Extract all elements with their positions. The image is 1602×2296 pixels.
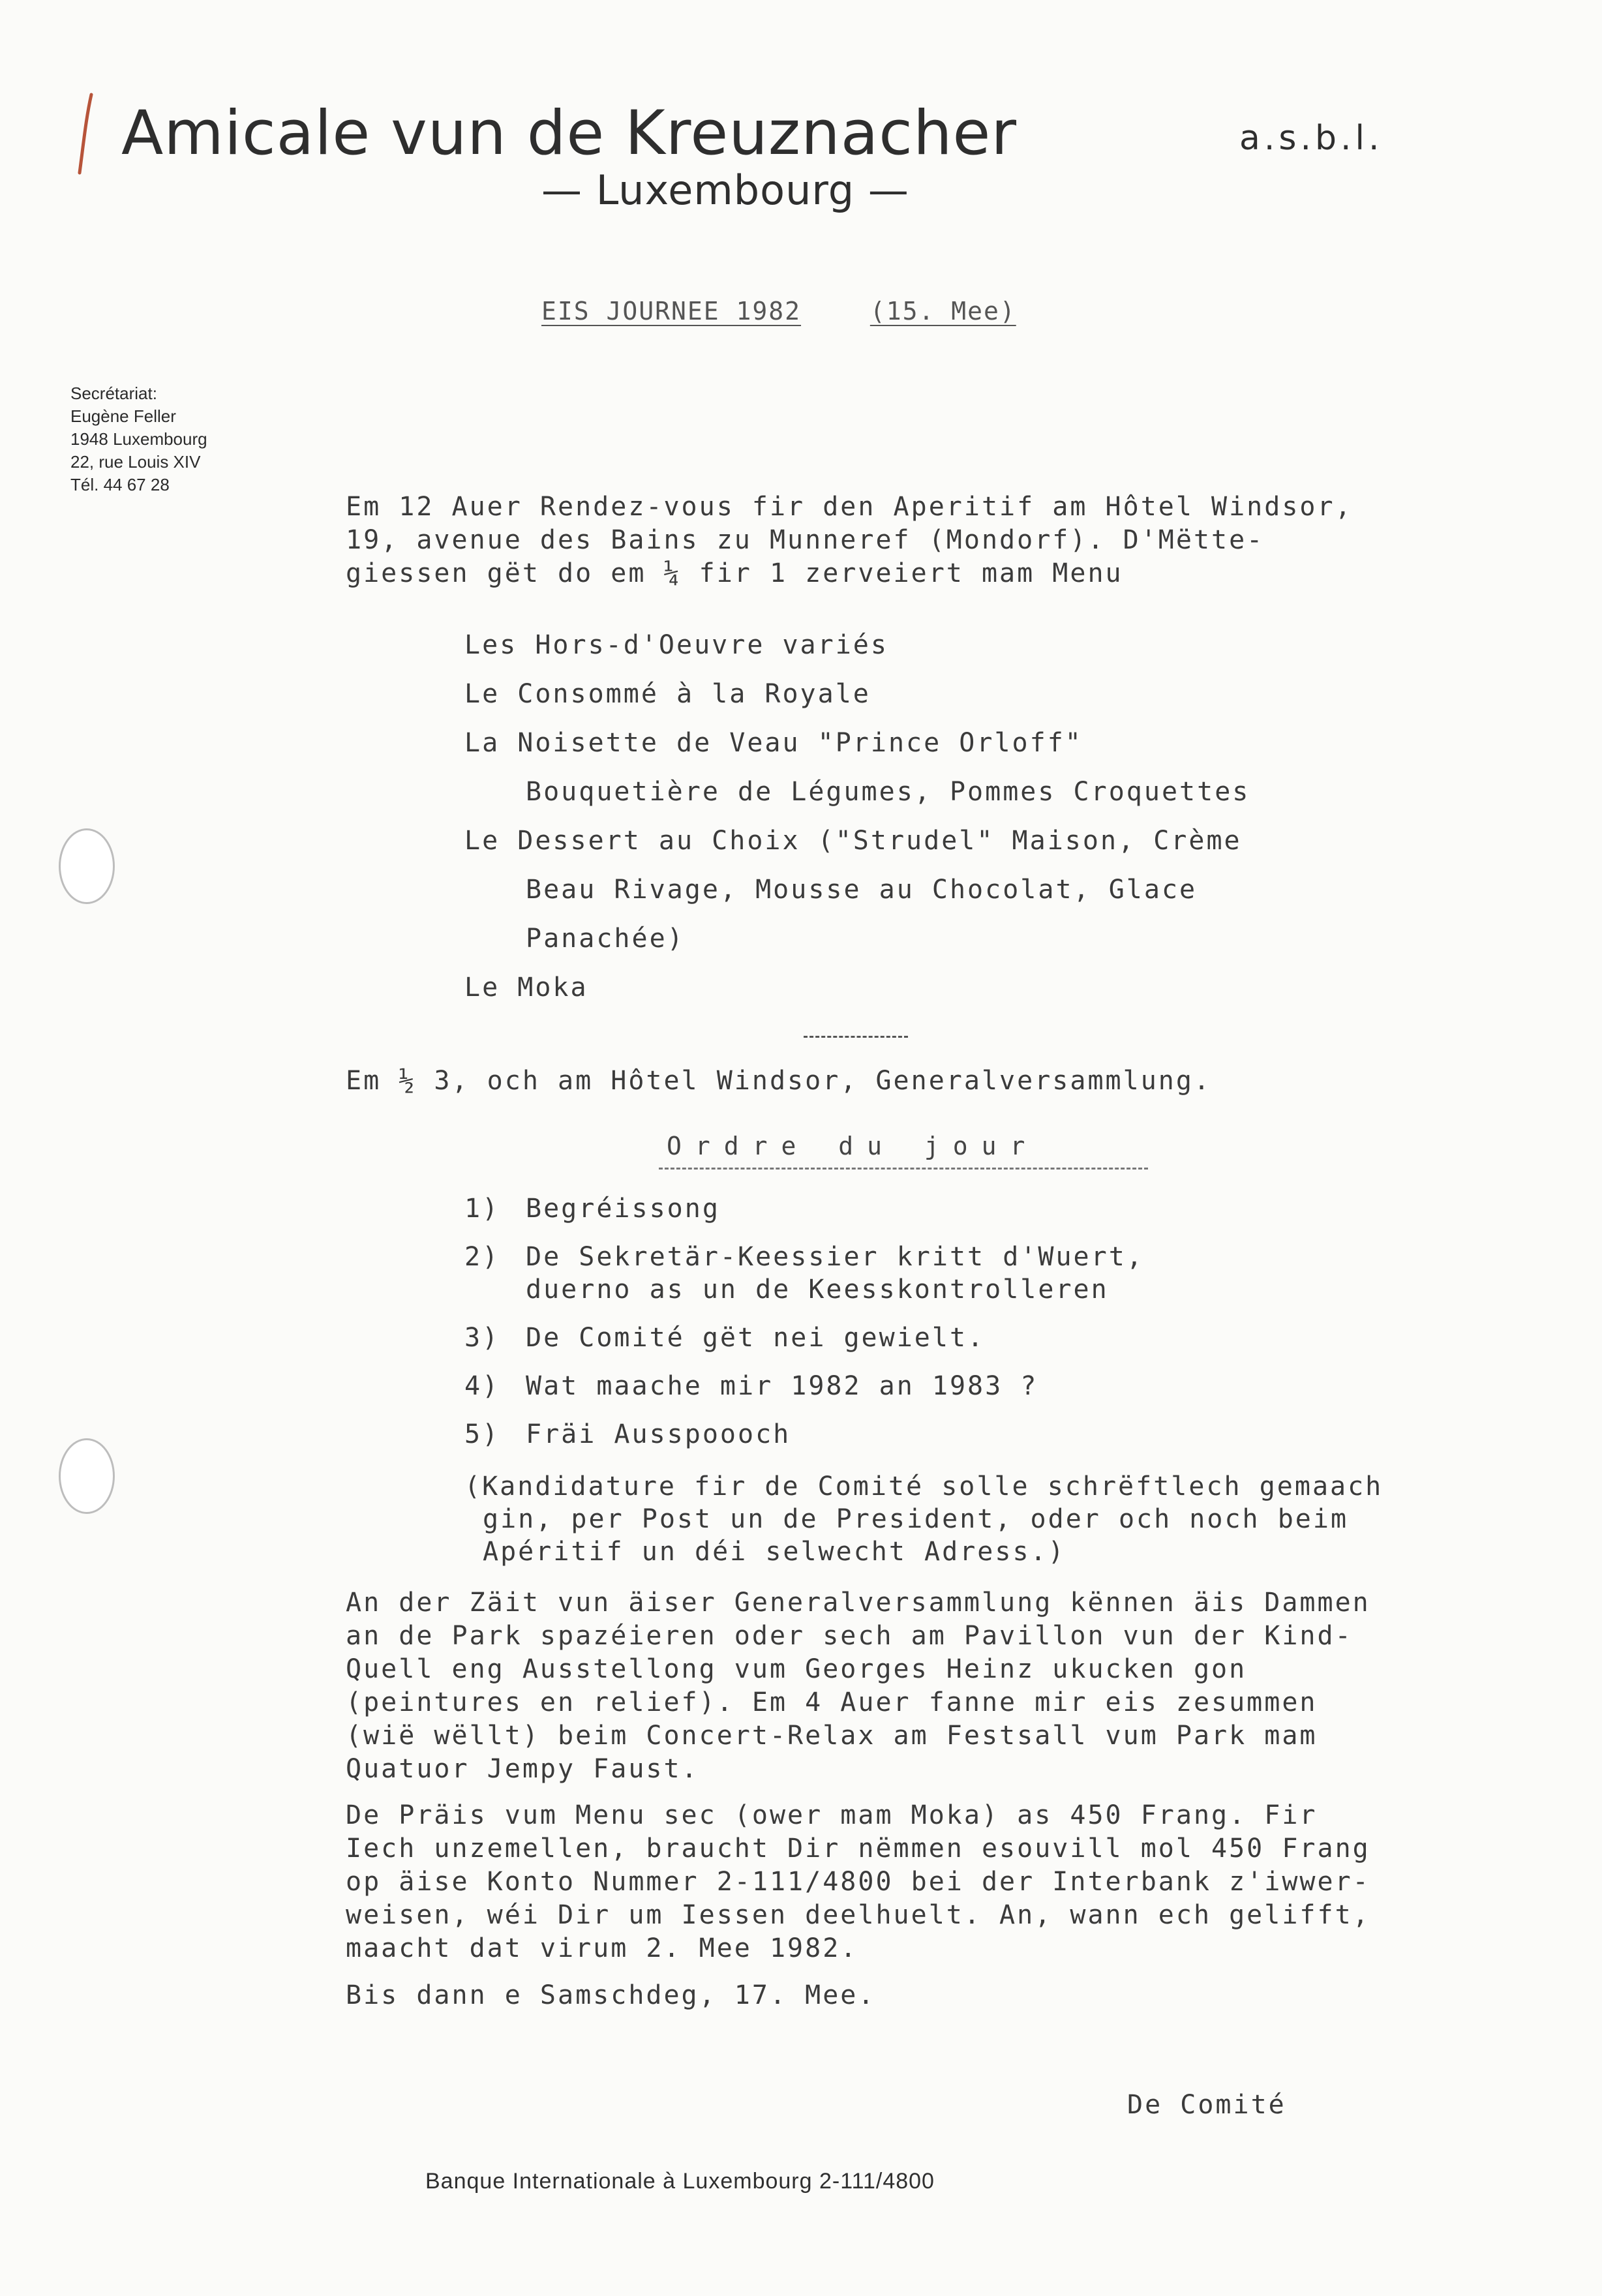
agenda-text: De Sekretär-Keessier kritt d'Wuert, bbox=[526, 1242, 1144, 1272]
letterhead-subtitle: — Luxembourg — bbox=[541, 166, 909, 214]
agenda-title: Ordre du jour bbox=[667, 1132, 1039, 1160]
agenda-item bbox=[464, 1370, 1144, 1402]
intro-paragraph bbox=[346, 491, 1353, 590]
secretariat-street: 22, rue Louis XIV bbox=[70, 452, 201, 472]
agenda-text-continued: duerno as un de Keesskontrolleren bbox=[526, 1275, 1109, 1305]
menu-item: La Noisette de Veau "Prince Orloff" bbox=[464, 728, 1083, 758]
menu-item: Le Moka bbox=[464, 973, 588, 1003]
agenda-text: Fräi Ausspoooch bbox=[526, 1419, 791, 1449]
agenda-number: 4) bbox=[464, 1371, 500, 1401]
intro-line: Em 12 Auer Rendez-vous fir den Aperitif am Hôtel Windsor, bbox=[346, 492, 1353, 522]
menu-item: Beau Rivage, Mousse au Chocolat, Glace bbox=[526, 875, 1198, 905]
menu-item: Les Hors-d'Oeuvre variés bbox=[464, 630, 888, 660]
menu-item: Bouquetière de Légumes, Pommes Croquettes bbox=[526, 777, 1250, 807]
menu-item: Le Dessert au Choix ("Strudel" Maison, Crème bbox=[464, 826, 1242, 856]
agenda-title-underline bbox=[659, 1168, 1148, 1170]
section-separator bbox=[804, 1036, 908, 1038]
assembly-line: Em ½ 3, och am Hôtel Windsor, Generalversammlung. bbox=[346, 1066, 1212, 1096]
price-paragraph bbox=[346, 1799, 1370, 1965]
menu-list bbox=[464, 621, 1250, 1012]
pen-stroke-mark bbox=[72, 91, 98, 176]
paragraph-line: An der Zäit vun äiser Generalversammlung kënnen äis Dammen bbox=[346, 1588, 1370, 1618]
agenda-item bbox=[464, 1241, 1144, 1306]
footer-bank-line: Banque Internationale à Luxembourg 2-111/4800 bbox=[425, 2169, 935, 2194]
intro-line: giessen gët do em ¼ fir 1 zerveiert mam Menu bbox=[346, 558, 1123, 588]
heading-event: EIS JOURNEE 1982 bbox=[541, 297, 802, 325]
secretariat-phone: Tél. 44 67 28 bbox=[70, 475, 170, 494]
letterhead-title: Amicale vun de Kreuznacher bbox=[121, 98, 1018, 169]
agenda-number: 1) bbox=[464, 1194, 500, 1224]
agenda-item bbox=[464, 1322, 1144, 1354]
paragraph-line: (wië wëllt) beim Concert-Relax am Festsall vum Park mam bbox=[346, 1721, 1318, 1751]
paragraph-line: Quell eng Ausstellong vum Georges Heinz ukucken gon bbox=[346, 1654, 1247, 1684]
agenda-note-line: Apéritif un déi selwecht Adress.) bbox=[483, 1537, 1066, 1567]
paragraph-line: maacht dat virum 2. Mee 1982. bbox=[346, 1933, 858, 1963]
letterhead-legal-form: a.s.b.l. bbox=[1239, 119, 1383, 158]
agenda-text: De Comité gët nei gewielt. bbox=[526, 1323, 986, 1353]
agenda-number: 3) bbox=[464, 1323, 500, 1353]
intro-line: 19, avenue des Bains zu Munneref (Mondorf). D'Mëtte- bbox=[346, 525, 1265, 555]
agenda-note bbox=[464, 1470, 1383, 1568]
afternoon-paragraph bbox=[346, 1586, 1370, 1786]
agenda-text: Begréissong bbox=[526, 1194, 720, 1224]
menu-item: Le Consommé à la Royale bbox=[464, 679, 871, 709]
closing-line: Bis dann e Samschdeg, 17. Mee. bbox=[346, 1980, 876, 2010]
heading-date: (15. Mee) bbox=[869, 297, 1016, 325]
letter-heading bbox=[541, 297, 1016, 325]
paragraph-line: op äise Konto Nummer 2-111/4800 bei der Interbank z'iwwer- bbox=[346, 1867, 1370, 1897]
agenda-number: 2) bbox=[464, 1242, 500, 1272]
paragraph-line: (peintures en relief). Em 4 Auer fanne mir eis zesummen bbox=[346, 1687, 1318, 1717]
secretariat-label: Secrétariat: bbox=[70, 384, 157, 403]
menu-item: Panachée) bbox=[526, 924, 685, 954]
paragraph-line: Iech unzemellen, braucht Dir nëmmen esouvill mol 450 Frang bbox=[346, 1834, 1370, 1864]
agenda-note-line: (Kandidature fir de Comité solle schrëftlech gemaach bbox=[464, 1472, 1383, 1502]
paragraph-line: weisen, wéi Dir um Iessen deelhuelt. An, wann ech gelifft, bbox=[346, 1900, 1370, 1930]
agenda-item bbox=[464, 1192, 1144, 1225]
punch-hole-bottom bbox=[59, 1438, 115, 1514]
agenda-list bbox=[464, 1192, 1144, 1466]
secretariat-name: Eugène Feller bbox=[70, 406, 176, 426]
secretariat-city: 1948 Luxembourg bbox=[70, 429, 207, 449]
signoff: De Comité bbox=[1127, 2090, 1286, 2120]
agenda-item bbox=[464, 1418, 1144, 1451]
agenda-note-line: gin, per Post un de President, oder och noch beim bbox=[483, 1504, 1349, 1534]
agenda-text: Wat maache mir 1982 an 1983 ? bbox=[526, 1371, 1038, 1401]
paragraph-line: an de Park spazéieren oder sech am Pavillon vun der Kind- bbox=[346, 1621, 1353, 1651]
agenda-number: 5) bbox=[464, 1419, 500, 1449]
paragraph-line: De Präis vum Menu sec (ower mam Moka) as 450 Frang. Fir bbox=[346, 1800, 1318, 1830]
paragraph-line: Quatuor Jempy Faust. bbox=[346, 1754, 699, 1784]
punch-hole-top bbox=[59, 828, 115, 904]
secretariat-address-block bbox=[70, 382, 207, 496]
